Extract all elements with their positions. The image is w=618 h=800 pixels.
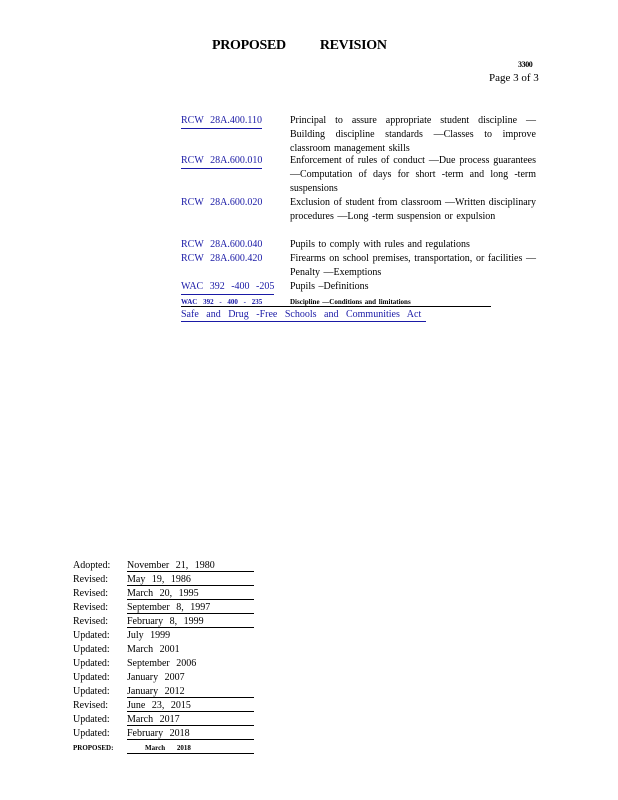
history-row bbox=[73, 587, 254, 601]
history-row bbox=[73, 741, 254, 755]
act-link[interactable]: Safe and Drug -Free Schools and Communities Act bbox=[181, 308, 426, 322]
history-date: September 2006 bbox=[127, 658, 197, 669]
revision-history bbox=[73, 559, 254, 755]
history-date: November 21, 1980 bbox=[127, 559, 254, 572]
history-label: Revised: bbox=[73, 616, 108, 627]
reference-link[interactable]: WAC 392 - 400 - 235 bbox=[181, 298, 263, 306]
reference-link[interactable]: RCW 28A.600.010 bbox=[181, 154, 262, 169]
history-date: May 19, 1986 bbox=[127, 573, 254, 586]
reference-description: Exclusion of student from classroom —Written disciplinary procedures —Long -term suspension or expulsion bbox=[290, 197, 536, 222]
title-word-proposed: PROPOSED bbox=[212, 38, 286, 53]
history-date: February 8, 1999 bbox=[127, 615, 254, 628]
reference-link[interactable]: RCW 28A.600.040 bbox=[181, 239, 263, 250]
reference-link[interactable]: RCW 28A.600.020 bbox=[181, 197, 263, 208]
history-row bbox=[73, 671, 254, 685]
reference-description: Principal to assure appropriate student discipline — Building discipline standards —Classes to improve classroom management skills bbox=[290, 115, 536, 154]
divider bbox=[181, 306, 491, 307]
history-date: March 2018 bbox=[127, 741, 254, 754]
history-date: July 1999 bbox=[127, 630, 171, 641]
history-label: Revised: bbox=[73, 574, 108, 585]
history-row bbox=[73, 727, 254, 741]
history-label: Adopted: bbox=[73, 560, 111, 571]
history-row bbox=[73, 685, 254, 699]
history-label: Updated: bbox=[73, 714, 110, 725]
history-label: Updated: bbox=[73, 630, 110, 641]
page-indicator: Page 3 of 3 bbox=[489, 72, 539, 84]
reference-description: Firearms on school premises, transportation, or facilities —Penalty —Exemptions bbox=[290, 253, 536, 278]
history-label: Updated: bbox=[73, 686, 110, 697]
history-row bbox=[73, 643, 254, 657]
history-date: March 2017 bbox=[127, 713, 254, 726]
history-row bbox=[73, 699, 254, 713]
history-date: February 2018 bbox=[127, 727, 254, 740]
history-row bbox=[73, 601, 254, 615]
history-date: September 8, 1997 bbox=[127, 601, 254, 614]
reference-link[interactable]: RCW 28A.400.110 bbox=[181, 114, 262, 129]
history-date: March 2001 bbox=[127, 644, 180, 655]
history-row bbox=[73, 713, 254, 727]
reference-description: Enforcement of rules of conduct —Due process guarantees —Computation of days for short -term and long -term suspensions bbox=[290, 155, 536, 194]
document-title bbox=[212, 38, 387, 54]
history-row bbox=[73, 559, 254, 573]
history-row bbox=[73, 573, 254, 587]
policy-number: 3300 bbox=[518, 60, 533, 69]
history-label: Updated: bbox=[73, 658, 110, 669]
title-word-revision: REVISION bbox=[319, 38, 387, 53]
reference-description: Pupils –Definitions bbox=[290, 281, 369, 292]
reference-description: Discipline —Conditions and limitations bbox=[290, 298, 411, 306]
history-label: Revised: bbox=[73, 588, 108, 599]
history-row bbox=[73, 615, 254, 629]
history-label: Updated: bbox=[73, 644, 110, 655]
history-label: Revised: bbox=[73, 700, 108, 711]
history-date: March 20, 1995 bbox=[127, 587, 254, 600]
reference-link[interactable]: WAC 392 -400 -205 bbox=[181, 280, 274, 295]
history-date: January 2007 bbox=[127, 672, 185, 683]
history-date: June 23, 2015 bbox=[127, 699, 254, 712]
reference-link[interactable]: RCW 28A.600.420 bbox=[181, 253, 263, 264]
history-label: Updated: bbox=[73, 672, 110, 683]
history-label: PROPOSED: bbox=[73, 744, 114, 752]
history-label: Revised: bbox=[73, 602, 108, 613]
history-label: Updated: bbox=[73, 728, 110, 739]
history-row bbox=[73, 629, 254, 643]
reference-description: Pupils to comply with rules and regulations bbox=[290, 239, 470, 250]
history-row bbox=[73, 657, 254, 671]
history-date: January 2012 bbox=[127, 685, 254, 698]
